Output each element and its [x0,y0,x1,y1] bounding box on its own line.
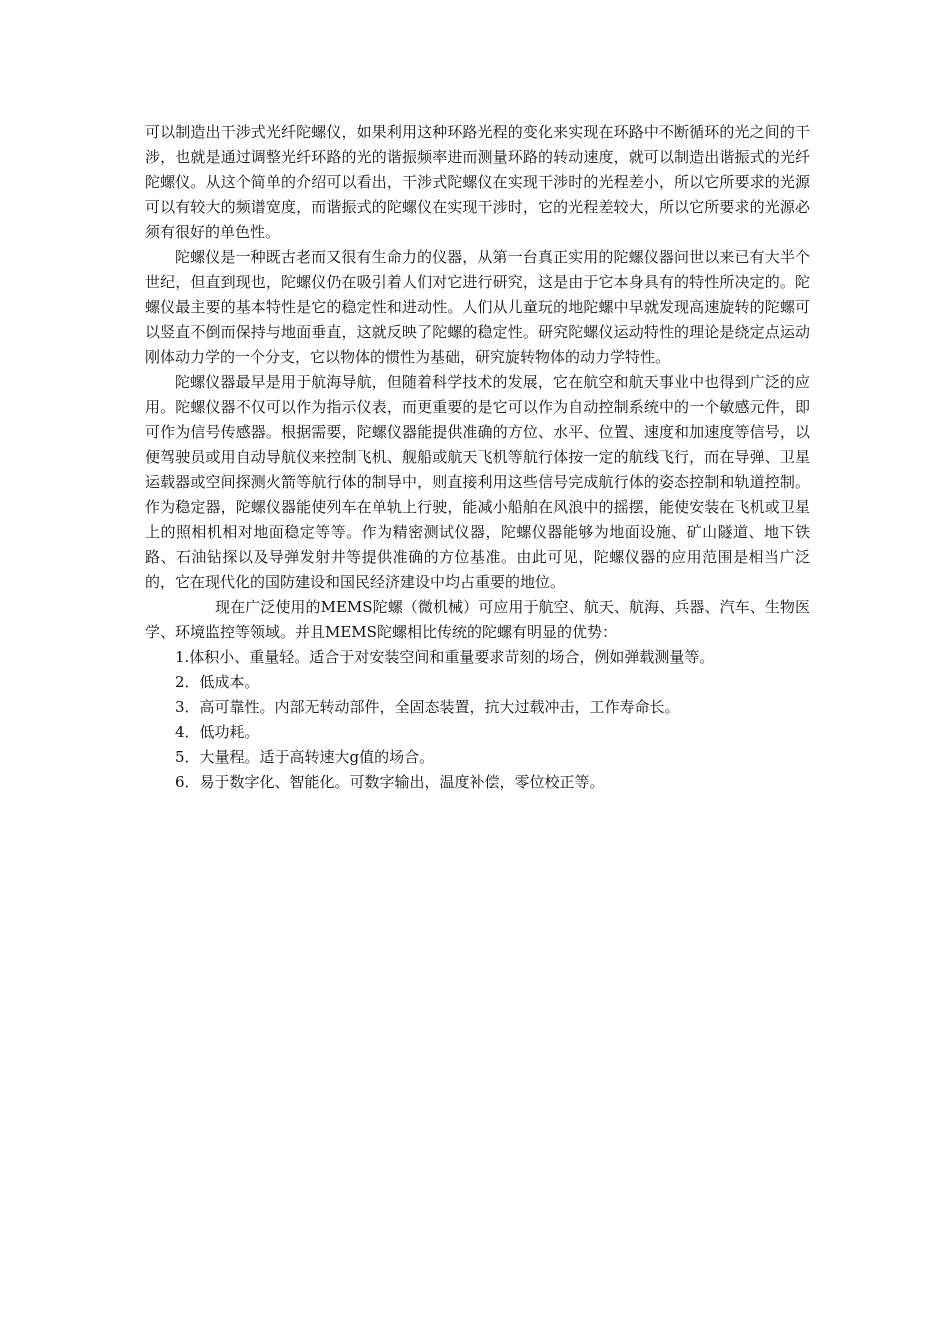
list-item: 2．低成本。 [175,673,260,691]
advantages-list [145,645,810,795]
document-body [145,120,810,795]
paragraph-mems-gyroscope: 现在广泛使用的MEMS陀螺（微机械）可应用于航空、航天、航海、兵器、汽车、生物医学、环境监控等领域。并且MEMS陀螺相比传统的陀螺有明显的优势： [145,598,810,641]
list-item: 6．易于数字化、智能化。可数字输出，温度补偿，零位校正等。 [175,773,605,791]
list-item: 4．低功耗。 [175,723,260,741]
list-item: 1.体积小、重量轻。适合于对安装空间和重量要求苛刻的场合，例如弹载测量等。 [175,648,715,666]
paragraph-fiber-optic-gyroscope: 可以制造出干涉式光纤陀螺仪，如果利用这种环路光程的变化来实现在环路中不断循环的光之间的干涉，也就是通过调整光纤环路的光的谐振频率进而测量环路的转动速度，就可以制造出谐振式的光纤陀螺仪。从这个简单的介绍可以看出，干涉式陀螺仪在实现干涉时的光程差小，所以它所要求的光源可以有较大的频谱宽度，而谐振式的陀螺仪在实现干涉时，它的光程差较大，所以它所要求的光源必须有很好的单色性。 [145,123,810,241]
list-item: 3．高可靠性。内部无转动部件，全固态装置，抗大过载冲击，工作寿命长。 [175,698,680,716]
paragraph-gyroscope-characteristics: 陀螺仪是一种既古老而又很有生命力的仪器，从第一台真正实用的陀螺仪器问世以来已有大半个世纪，但直到现也，陀螺仪仍在吸引着人们对它进行研究，这是由于它本身具有的特性所决定的。陀螺仪最主要的基本特性是它的稳定性和进动性。人们从儿童玩的地陀螺中早就发现高速旋转的陀螺可以竖直不倒而保持与地面垂直，这就反映了陀螺的稳定性。研究陀螺仪运动特性的理论是绕定点运动刚体动力学的一个分支，它以物体的惯性为基础，研究旋转物体的动力学特性。 [145,248,810,366]
list-item: 5．大量程。适于高转速大g值的场合。 [175,748,435,766]
paragraph-gyroscope-applications: 陀螺仪器最早是用于航海导航，但随着科学技术的发展，它在航空和航天事业中也得到广泛的应用。陀螺仪器不仅可以作为指示仪表，而更重要的是它可以作为自动控制系统中的一个敏感元件，即可作为信号传感器。根据需要，陀螺仪器能提供准确的方位、水平、位置、速度和加速度等信号，以便驾驶员或用自动导航仪来控制飞机、舰船或航天飞机等航行体按一定的航线飞行，而在导弹、卫星运载器或空间探测火箭等航行体的制导中，则直接利用这些信号完成航行体的姿态控制和轨道控制。作为稳定器，陀螺仪器能使列车在单轨上行驶，能减小船舶在风浪中的摇摆，能使安装在飞机或卫星上的照相机相对地面稳定等等。作为精密测试仪器，陀螺仪器能够为地面设施、矿山隧道、地下铁路、石油钻探以及导弹发射井等提供准确的方位基准。由此可见，陀螺仪器的应用范围是相当广泛的，它在现代化的国防建设和国民经济建设中均占重要的地位。 [145,373,810,591]
